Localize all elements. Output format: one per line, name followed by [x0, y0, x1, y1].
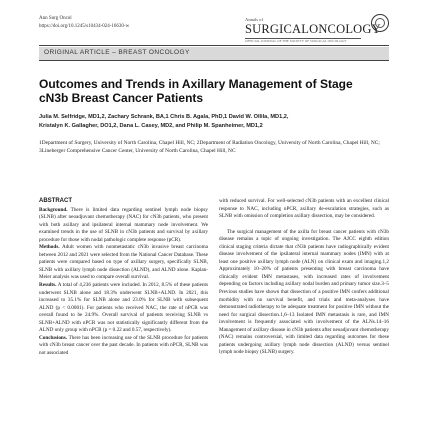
- background-label: Background.: [39, 206, 68, 213]
- abstract-methods: [39, 244, 208, 282]
- body-column: [219, 198, 389, 357]
- journal-logo: [245, 17, 405, 47]
- article-type-band: [39, 47, 389, 60]
- conclusions-text: There has been increasing use of the SLNB procedure for patients with cN3b breast cancer over the past decade. In patients with nPCR, SLNB was not associated: [39, 334, 209, 356]
- doi-link[interactable]: https://doi.org/10.1245/s10434-024-16630-w: [39, 23, 130, 29]
- logo-sub-text: OFFICIAL JOURNAL OF THE SOCIETY OF SURGICAL ONCOLOGY: [245, 39, 347, 43]
- article-type: ORIGINAL ARTICLE – BREAST ONCOLOGY: [44, 49, 190, 56]
- author-line: Kristalyn K. Gallagher, DO1,2, Dana L. Casey, MD2, and Philip M. Spanheimer, MD1,2: [39, 123, 263, 129]
- conclusions-label: Conclusions.: [39, 334, 68, 341]
- abstract-continuation: with reduced survival. For well-selected cN3b patients with an excellent clinical response to NAC, including nPCR, axillary de-escalation strategies, such as SLNB with omission of completion axillary dissection, may be considered.: [219, 198, 389, 220]
- intro-paragraph: The surgical management of the axilla for breast cancer patients with cN3b disease remains a topic of ongoing investigation. The AJCC eighth edition clinical staging criteria dictate that cN3b patients have radiographically evident disease involvement of the ipsilateral internal mammary nodes (IMN) with at least one positive axillary lymph node (ALN) on clinical exam and imaging.1,2 Approximately 10–20% of patients presenting with breast carcinoma have clinically evident IMN metastases, with increased rates of involvement depending on factors including axillary nodal burden and primary tumor size.3–5 Previous studies have shown that dissection of a positive IMN confers additional morbidity with no survival benefit, and trials and meta-analyses have demonstrated radiotherapy to be adequate treatment for positive IMN without the need for surgical dissection.1,6–13 Isolated IMN metastasis is rare, and IMN involvement is frequently associated with involvement of the ALNs.14–16 Management of axillary disease in cN3b patients after neoadjuvant chemotherapy (NAC) remains controversial, with limited data regarding outcomes for these patients undergoing axillary lymph node dissection (ALND) versus sentinel lymph node biopsy (SLNB) surgery.: [219, 228, 389, 356]
- logo-small-text: Annals of: [245, 17, 263, 22]
- abstract-conclusions: [39, 335, 208, 358]
- author-line: Julia M. Selfridge, MD1,2, Zachary Schrank, BA,1 Chris B. Agala, PhD,1 David W. Ollila, MD1,2,: [39, 114, 289, 120]
- journal-header: [39, 15, 129, 30]
- results-text: A total of 4,236 patients were included. In 2012, 8.5% of these patients underwent SLNB alone and 18.3% underwent SLNB+ALND. In 2021, this increased to 35.1% for SLNB alone and 23.0% for SLNB with subsequent ALND (p < 0.0001). For patients who received NAC, the rate of nPCR was overall found to be 24.9%. Overall survival of patients receiving SLNB vs SLNB+ALND with nPCR was not statistically significantly different from the ALND only group with nPCR (p = 0.22 and 0.57, respectively).: [39, 282, 208, 334]
- band-divider: [39, 60, 389, 61]
- methods-label: Methods.: [39, 244, 60, 251]
- background-text: There is limited data regarding sentinel lymph node biopsy (SLNB) after neoadjuvant chemotherapy (NAC) for cN3b patients, who present with both axillary and ipsilateral internal mammary node involvement. We examined trends in the use of SLNB in cN3b patients and survival by axillary procedure for those with nodal pathologic complete response (pCR).: [39, 206, 208, 243]
- methods-text: Adult women with nonmetastatic cN3b invasive breast carcinoma between 2012 and 2021 were selected from the National Cancer Database. These patients were compared based on type of axillary surgery, specifically SLNB, SLNB with axillary lymph node dissection (ALND), and ALND alone. Kaplan-Meier analysis was used to compare overall survival.: [39, 244, 208, 281]
- abstract-heading: ABSTRACT: [39, 198, 72, 204]
- top-divider: [39, 45, 389, 46]
- journal-abbrev: Ann Surg Oncol: [39, 16, 72, 21]
- abstract-column: [39, 198, 208, 357]
- results-label: Results.: [39, 282, 57, 289]
- abstract-results: [39, 282, 208, 335]
- affiliations: 1Department of Surgery, University of North Carolina, Chapel Hill, NC; 2Department of Radiation Oncology, University of North Carolina, Chapel Hill, NC; 3Lineberger Comprehensive Cancer Center, University of North Carolina, Chapel Hill, NC: [39, 140, 380, 154]
- article-title: Outcomes and Trends in Axillary Management of Stage cN3b Breast Cancer Patients: [39, 77, 353, 105]
- author-list: [39, 113, 399, 131]
- logo-main-text: SURGICALONCOLOGY: [245, 22, 381, 36]
- abstract-background: [39, 207, 208, 245]
- society-seal-icon: [371, 14, 389, 32]
